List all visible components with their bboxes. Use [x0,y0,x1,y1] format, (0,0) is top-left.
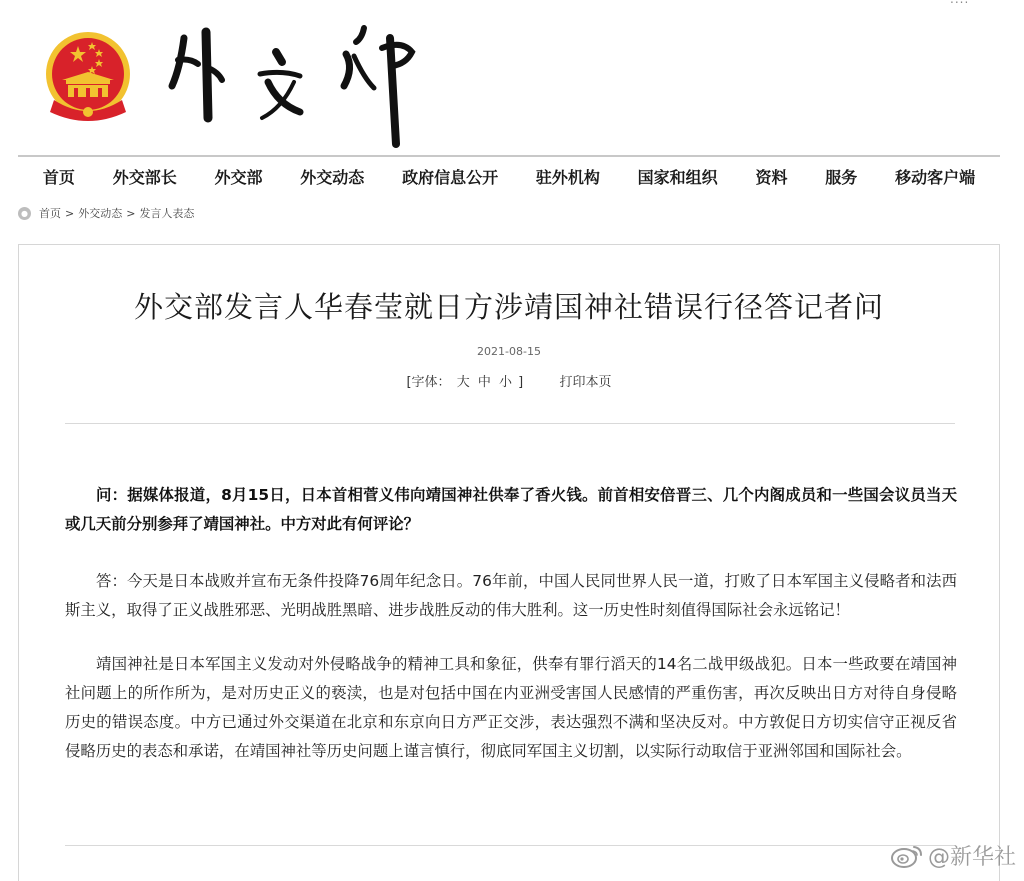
breadcrumb-home[interactable]: 首页 [39,207,61,220]
divider [65,423,955,424]
answer-paragraph-1: 答：今天是日本战败并宣布无条件投降76周年纪念日。76年前，中国人民同世界人民一道，打败了日本军国主义侵略者和法西斯主义，取得了正义战胜邪恶、光明战胜黑暗、进步战胜反动的伟大胜利。这一历史性时刻值得国际社会永远铭记！ [65,572,957,619]
nav-item-home[interactable]: 首页 [42,167,75,187]
weibo-watermark [890,840,1016,871]
font-size-small[interactable]: 小 [499,375,513,390]
nav-item-services[interactable]: 服务 [825,167,858,187]
font-size-close: ] [518,375,524,390]
nav-item-gov-info[interactable]: 政府信息公开 [402,167,499,187]
breadcrumb-diplomatic-news[interactable]: 外交动态 [78,207,123,220]
answer-paragraph-2: 靖国神社是日本军国主义发动对外侵略战争的精神工具和象征，供奉有罪行滔天的14名二战甲级战犯。日本一些政要在靖国神社问题上的所作所为，是对历史正义的亵渎，也是对包括中国在内亚洲受害国人民感情的严重伤害，再次反映出日方对待自身侵略历史的错误态度。中方已通过外交渠道在北京和东京向日方严正交涉，表达强烈不满和坚决反对。中方敦促日方切实信守正视反省侵略历史的表态和承诺，在靖国神社等历史问题上谨言慎行，彻底同军国主义切割，以实际行动取信于亚洲邻国和国际社会。 [65,655,957,760]
ministry-calligraphy-logo[interactable] [150,8,440,148]
nav-item-ministry[interactable]: 外交部 [214,167,263,187]
site-header [0,0,1024,156]
article-container [18,244,1000,881]
font-size-label: [字体： [406,375,451,390]
nav-item-minister[interactable]: 外交部长 [112,167,177,187]
nav-item-missions[interactable]: 驻外机构 [535,167,600,187]
print-page-link[interactable]: 打印本页 [559,375,612,390]
divider [65,845,955,846]
nav-item-diplomatic-news[interactable]: 外交动态 [300,167,365,187]
breadcrumb-spokesperson[interactable]: 发言人表态 [139,207,195,220]
weibo-icon [890,843,924,869]
nav-item-resources[interactable]: 资料 [755,167,788,187]
breadcrumb-separator: > [65,206,75,220]
question-paragraph: 问：据媒体报道，8月15日，日本首相菅义伟向靖国神社供奉了香火钱。前首相安倍晋三、几个内阁成员和一些国会议员当天或几天前分别参拜了靖国神社。中方对此有何评论？ [65,486,957,533]
breadcrumb-separator: > [126,206,136,220]
article-tools [19,371,999,390]
nav-item-countries[interactable]: 国家和组织 [637,167,718,187]
nav-item-mobile[interactable]: 移动客户端 [895,167,976,187]
article-date: 2021-08-15 [477,345,541,358]
location-icon: ● [18,207,31,220]
article-title: 外交部发言人华春莹就日方涉靖国神社错误行径答记者问 [133,290,884,324]
top-links[interactable] [950,0,964,6]
font-size-large[interactable]: 大 [456,375,470,390]
main-nav [18,155,1000,195]
national-emblem-logo[interactable] [44,30,132,122]
watermark-text: @新华社 [927,845,1016,870]
top-link-fragment[interactable] [950,0,964,6]
breadcrumb [18,204,194,222]
font-size-medium[interactable]: 中 [477,375,491,390]
